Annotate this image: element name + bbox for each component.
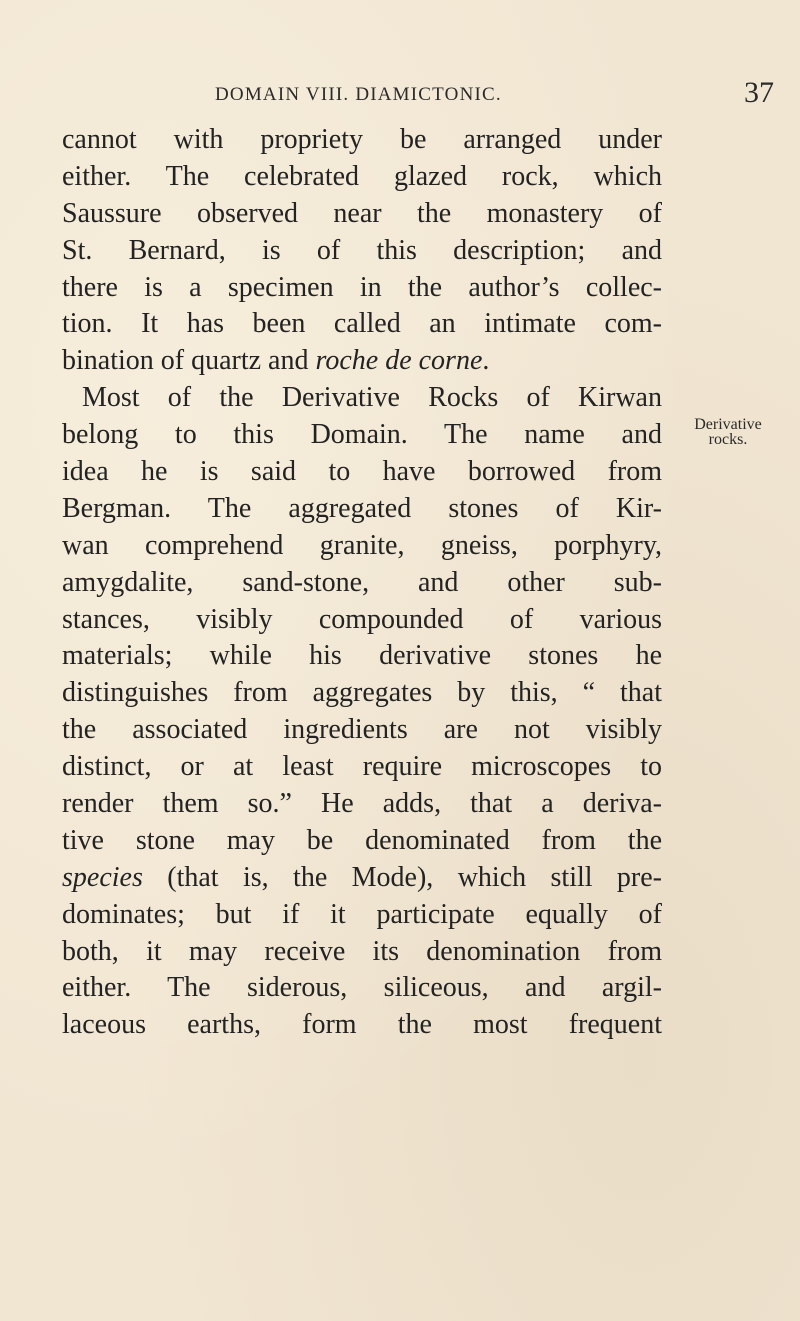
text-segment: there is a specimen in the author’s collec- <box>62 271 662 303</box>
text-segment: the associated ingredients are not visibly <box>62 714 662 746</box>
text-segment: dominates; but if it participate equally of <box>62 898 662 930</box>
text-line <box>62 343 662 380</box>
text-segment: stances, visibly compounded of various <box>62 603 662 635</box>
text-segment: . <box>482 345 490 377</box>
text-segment: materials; while his derivative stones he <box>62 640 662 672</box>
text-line <box>62 270 662 307</box>
text-segment: tion. It has been called an intimate com- <box>62 308 662 340</box>
text-segment: Saussure observed near the monastery of <box>62 197 662 229</box>
text-segment: tive stone may be denominated from the <box>62 824 662 856</box>
text-line <box>62 122 662 159</box>
text-segment: (that is, the Mode), which still pre- <box>142 861 662 893</box>
text-line <box>62 380 662 417</box>
text-segment: idea he is said to have borrowed from <box>62 456 662 488</box>
italic-text: species <box>62 861 143 893</box>
text-line <box>62 934 662 971</box>
text-segment: amygdalite, sand-stone, and other sub- <box>62 566 662 598</box>
body-text <box>62 122 662 1044</box>
text-line <box>62 823 662 860</box>
text-line <box>62 491 662 528</box>
text-segment: render them so.” He adds, that a deriva- <box>62 788 662 820</box>
text-line <box>62 675 662 712</box>
text-segment: distinguishes from aggregates by this, “ that <box>62 677 662 709</box>
text-segment: belong to this Domain. The name and <box>62 419 662 451</box>
text-line <box>62 159 662 196</box>
text-segment: Bergman. The aggregated stones of Kir- <box>62 492 662 524</box>
text-line <box>62 860 662 897</box>
text-line <box>62 602 662 639</box>
italic-text: roche de corne <box>315 345 483 377</box>
text-line <box>62 897 662 934</box>
page-number: 37 <box>744 76 774 109</box>
text-segment: bination of quartz and <box>62 345 316 377</box>
text-line <box>62 749 662 786</box>
text-line <box>62 417 662 454</box>
text-segment: wan comprehend granite, gneiss, porphyry, <box>62 529 662 561</box>
text-segment: either. The celebrated glazed rock, which <box>62 160 662 192</box>
text-line <box>62 306 662 343</box>
margin-note <box>678 417 778 447</box>
text-line <box>62 196 662 233</box>
text-line <box>62 528 662 565</box>
text-segment: distinct, or at least require microscopes to <box>62 751 662 783</box>
text-segment: laceous earths, form the most frequent <box>62 1009 662 1041</box>
text-segment: both, it may receive its denomination from <box>62 935 662 967</box>
running-head: DOMAIN VIII. DIAMICTONIC. <box>215 84 502 105</box>
text-line <box>62 712 662 749</box>
text-segment: St. Bernard, is of this description; and <box>62 234 662 266</box>
text-line <box>62 786 662 823</box>
text-line <box>62 970 662 1007</box>
text-line <box>62 454 662 491</box>
text-line <box>62 1007 662 1044</box>
margin-note-line: rocks. <box>708 431 748 448</box>
text-segment: cannot with propriety be arranged under <box>62 124 662 155</box>
text-segment: Most of the Derivative Rocks of Kirwan <box>82 382 662 414</box>
text-segment: either. The siderous, siliceous, and argil- <box>62 972 662 1004</box>
text-line <box>62 565 662 602</box>
margin-note-line: Derivative <box>694 416 762 433</box>
text-line <box>62 638 662 675</box>
text-line <box>62 233 662 270</box>
